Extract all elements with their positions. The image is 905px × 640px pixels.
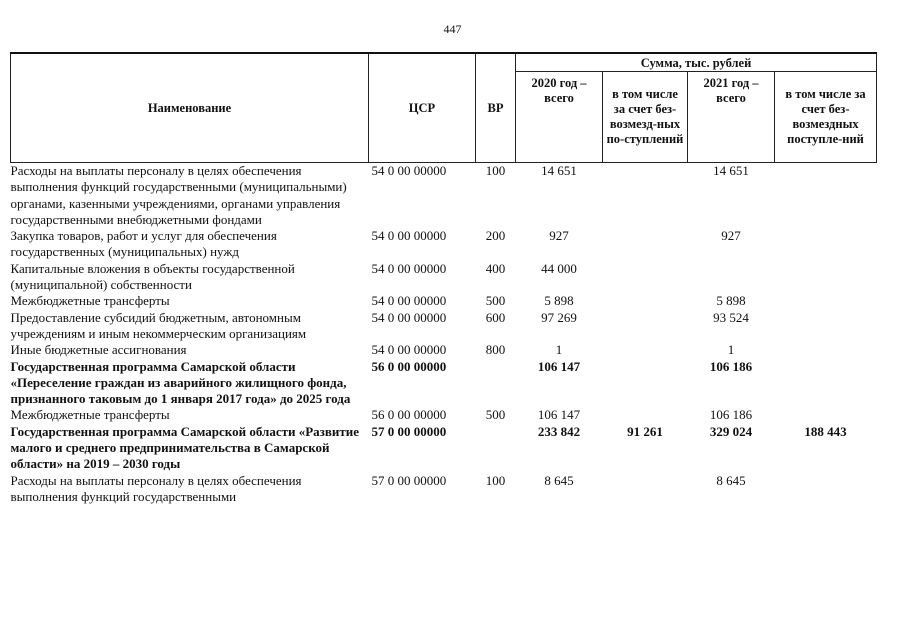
row-csr: 54 0 00 00000 <box>371 342 447 358</box>
row-2020-grants <box>603 310 688 343</box>
row-csr: 54 0 00 00000 <box>371 260 447 276</box>
header-vr: ВР <box>476 53 516 163</box>
row-2021-grants <box>775 228 877 261</box>
row-2021-total: 106 186 <box>709 407 753 423</box>
row-2021-total: 8 645 <box>716 472 746 488</box>
row-name: Расходы на выплаты персоналу в целях обеспечения выполнения функций государственными <box>10 472 302 504</box>
header-sum-group: Сумма, тыс. рублей <box>516 53 877 72</box>
row-2020-total: 5 898 <box>544 293 574 309</box>
row-vr: 100 <box>485 472 506 488</box>
row-2021-grants <box>775 473 877 506</box>
row-csr: 54 0 00 00000 <box>371 293 447 309</box>
row-vr: 100 <box>485 163 506 178</box>
row-2020-total: 106 147 <box>537 358 581 374</box>
row-vr <box>476 359 516 408</box>
row-csr: 54 0 00 00000 <box>371 228 447 244</box>
row-2020-grants <box>603 407 688 423</box>
row-2021-grants <box>775 163 877 229</box>
row-csr: 56 0 00 00000 <box>371 358 447 374</box>
row-2020-total: 106 147 <box>537 407 581 423</box>
row-2021-grants <box>775 342 877 358</box>
row-vr: 400 <box>485 260 506 276</box>
row-vr: 800 <box>485 342 506 358</box>
row-2020-grants <box>603 359 688 408</box>
table-header <box>11 53 877 163</box>
row-csr: 57 0 00 00000 <box>371 423 447 439</box>
header-2020-grants: в том числе за счет без-возмезд-ных по-ступлений <box>603 72 688 163</box>
row-2021-total: 93 524 <box>713 309 749 325</box>
row-2020-total: 1 <box>555 342 563 358</box>
row-2021-grants <box>775 261 877 294</box>
row-csr: 57 0 00 00000 <box>371 472 447 488</box>
row-csr: 56 0 00 00000 <box>371 407 447 423</box>
row-name: Межбюджетные трансферты <box>10 407 170 423</box>
row-2021-total: 329 024 <box>709 423 753 439</box>
header-csr: ЦСР <box>369 53 476 163</box>
row-2020-grants <box>603 293 688 309</box>
page-number: 447 <box>443 22 462 36</box>
row-2021-total: 1 <box>727 342 735 358</box>
row-name: Иные бюджетные ассигнования <box>10 342 187 358</box>
row-vr: 500 <box>485 293 506 309</box>
row-name: Межбюджетные трансферты <box>10 293 170 309</box>
row-vr <box>476 424 516 473</box>
row-2020-total: 233 842 <box>537 423 581 439</box>
table-body <box>11 163 877 506</box>
row-csr: 54 0 00 00000 <box>371 309 447 325</box>
table-row <box>11 228 877 261</box>
row-2021-grants <box>775 407 877 423</box>
row-name: Предоставление субсидий бюджетным, автономным учреждениям и иным некоммерческим организациям <box>10 309 307 341</box>
row-name: Государственная программа Самарской области «Развитие малого и среднего предпринимательства в Самарской области» на 2019 – 2030 годы <box>10 423 360 472</box>
row-2020-total: 8 645 <box>544 472 574 488</box>
row-2021-grants <box>775 293 877 309</box>
row-2020-total: 14 651 <box>541 163 577 178</box>
row-2020-grants <box>603 342 688 358</box>
row-2021-total: 927 <box>721 228 741 244</box>
budget-table <box>10 52 877 505</box>
row-2020-grants <box>603 473 688 506</box>
row-2021-total: 14 651 <box>713 163 749 178</box>
table-row <box>11 473 877 506</box>
row-2021-total <box>688 261 775 294</box>
header-2021-total: 2021 год – всего <box>688 72 775 163</box>
row-2021-grants: 188 443 <box>804 423 847 439</box>
row-name: Закупка товаров, работ и услуг для обеспечения государственных (муниципальных) нужд <box>10 228 277 260</box>
table-row <box>11 293 877 309</box>
table-row <box>11 407 877 423</box>
row-2020-grants <box>603 163 688 229</box>
header-2020-total: 2020 год – всего <box>516 72 603 163</box>
table-row <box>11 261 877 294</box>
table-row <box>11 163 877 229</box>
row-csr: 54 0 00 00000 <box>371 163 447 178</box>
row-2020-grants: 91 261 <box>627 423 663 439</box>
table-row <box>11 342 877 358</box>
header-2021-grants: в том числе за счет без-возмездных поступле-ний <box>775 72 877 163</box>
table-row <box>11 310 877 343</box>
table-row <box>11 359 877 408</box>
row-name: Расходы на выплаты персоналу в целях обеспечения выполнения функций государственными (муниципальными) органами, казенными учреждениями, органами управления государственными внебюджетными фондами <box>10 163 347 227</box>
row-2020-total: 97 269 <box>541 309 577 325</box>
row-vr: 600 <box>485 309 506 325</box>
table-row <box>11 424 877 473</box>
row-vr: 500 <box>485 407 506 423</box>
row-2020-grants <box>603 261 688 294</box>
row-vr: 200 <box>485 228 506 244</box>
row-2020-grants <box>603 228 688 261</box>
header-name: Наименование <box>11 53 369 163</box>
row-2020-total: 927 <box>549 228 569 244</box>
row-name: Государственная программа Самарской области «Переселение граждан из аварийного жилищного фонда, признанного таковым до 1 января 2017 года» до 2025 года <box>10 358 351 407</box>
row-2020-total: 44 000 <box>541 260 577 276</box>
row-2021-total: 106 186 <box>709 358 753 374</box>
row-2021-grants <box>775 310 877 343</box>
row-2021-total: 5 898 <box>716 293 746 309</box>
row-2021-grants <box>775 359 877 408</box>
row-name: Капитальные вложения в объекты государственной (муниципальной) собственности <box>10 260 295 293</box>
